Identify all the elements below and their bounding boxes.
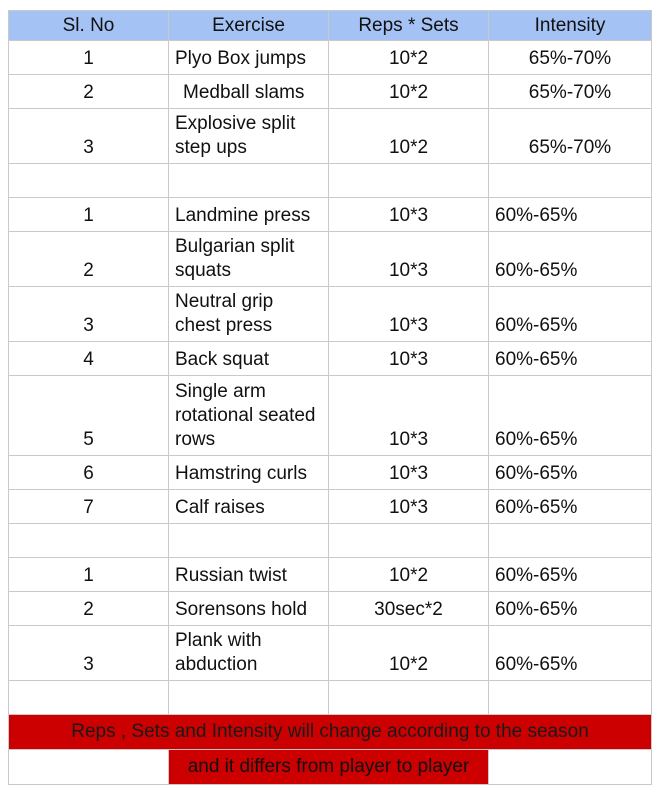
table-row	[9, 287, 652, 342]
sl-cell: 4	[9, 342, 169, 376]
sl-cell: 3	[9, 626, 169, 681]
table-row	[9, 456, 652, 490]
exercise-cell: Hamstring curls	[169, 456, 329, 490]
table-row	[9, 342, 652, 376]
intensity-cell: 60%-65%	[489, 376, 652, 456]
blank-row	[9, 524, 652, 558]
intensity-cell: 60%-65%	[489, 626, 652, 681]
intensity-cell: 60%-65%	[489, 342, 652, 376]
sl-cell: 7	[9, 490, 169, 524]
header-intensity: Intensity	[489, 11, 652, 41]
reps-cell: 10*3	[329, 376, 489, 456]
sl-cell: 2	[9, 232, 169, 287]
intensity-cell: 65%-70%	[489, 41, 652, 75]
table-row	[9, 558, 652, 592]
sl-cell: 3	[9, 287, 169, 342]
reps-cell: 10*3	[329, 287, 489, 342]
reps-cell: 10*2	[329, 75, 489, 109]
sl-cell: 1	[9, 41, 169, 75]
exercise-cell: Sorensons hold	[169, 592, 329, 626]
sl-cell: 5	[9, 376, 169, 456]
workout-table	[8, 10, 652, 785]
intensity-cell: 60%-65%	[489, 456, 652, 490]
reps-cell: 10*2	[329, 109, 489, 164]
table-row	[9, 626, 652, 681]
header-reps-sets: Reps * Sets	[329, 11, 489, 41]
sl-cell: 1	[9, 558, 169, 592]
intensity-cell: 60%-65%	[489, 592, 652, 626]
exercise-cell: Neutral grip chest press	[169, 287, 329, 342]
intensity-cell: 65%-70%	[489, 75, 652, 109]
note-row	[9, 715, 652, 750]
exercise-cell: Calf raises	[169, 490, 329, 524]
header-exercise: Exercise	[169, 11, 329, 41]
sl-cell: 2	[9, 75, 169, 109]
reps-cell: 10*3	[329, 198, 489, 232]
exercise-cell: Back squat	[169, 342, 329, 376]
reps-cell: 10*3	[329, 456, 489, 490]
blank-row	[9, 164, 652, 198]
sl-cell: 3	[9, 109, 169, 164]
table-row	[9, 109, 652, 164]
note-row	[9, 750, 652, 785]
header-row	[9, 11, 652, 41]
reps-cell: 10*2	[329, 626, 489, 681]
exercise-cell: Explosive split step ups	[169, 109, 329, 164]
table-row	[9, 198, 652, 232]
sl-cell: 2	[9, 592, 169, 626]
exercise-cell: Plyo Box jumps	[169, 41, 329, 75]
exercise-cell: Single arm rotational seated rows	[169, 376, 329, 456]
reps-cell: 10*2	[329, 558, 489, 592]
reps-cell: 10*3	[329, 232, 489, 287]
table-row	[9, 592, 652, 626]
intensity-cell: 60%-65%	[489, 287, 652, 342]
table-row	[9, 41, 652, 75]
exercise-cell: Russian twist	[169, 558, 329, 592]
reps-cell: 30sec*2	[329, 592, 489, 626]
intensity-cell: 65%-70%	[489, 109, 652, 164]
table-row	[9, 75, 652, 109]
table-row	[9, 232, 652, 287]
note-line-1: Reps , Sets and Intensity will change according to the season	[9, 715, 652, 750]
reps-cell: 10*3	[329, 342, 489, 376]
table-row	[9, 376, 652, 456]
sl-cell: 1	[9, 198, 169, 232]
intensity-cell: 60%-65%	[489, 198, 652, 232]
exercise-cell: Bulgarian split squats	[169, 232, 329, 287]
table-row	[9, 490, 652, 524]
reps-cell: 10*3	[329, 490, 489, 524]
reps-cell: 10*2	[329, 41, 489, 75]
intensity-cell: 60%-65%	[489, 232, 652, 287]
exercise-text: Medball slams	[183, 82, 305, 103]
sl-cell: 6	[9, 456, 169, 490]
blank-row	[9, 681, 652, 715]
intensity-cell: 60%-65%	[489, 490, 652, 524]
header-sl-no: Sl. No	[9, 11, 169, 41]
intensity-cell: 60%-65%	[489, 558, 652, 592]
note-line-2: and it differs from player to player	[169, 750, 489, 785]
exercise-cell: Plank with abduction	[169, 626, 329, 681]
exercise-cell: Landmine press	[169, 198, 329, 232]
exercise-cell	[169, 75, 329, 109]
